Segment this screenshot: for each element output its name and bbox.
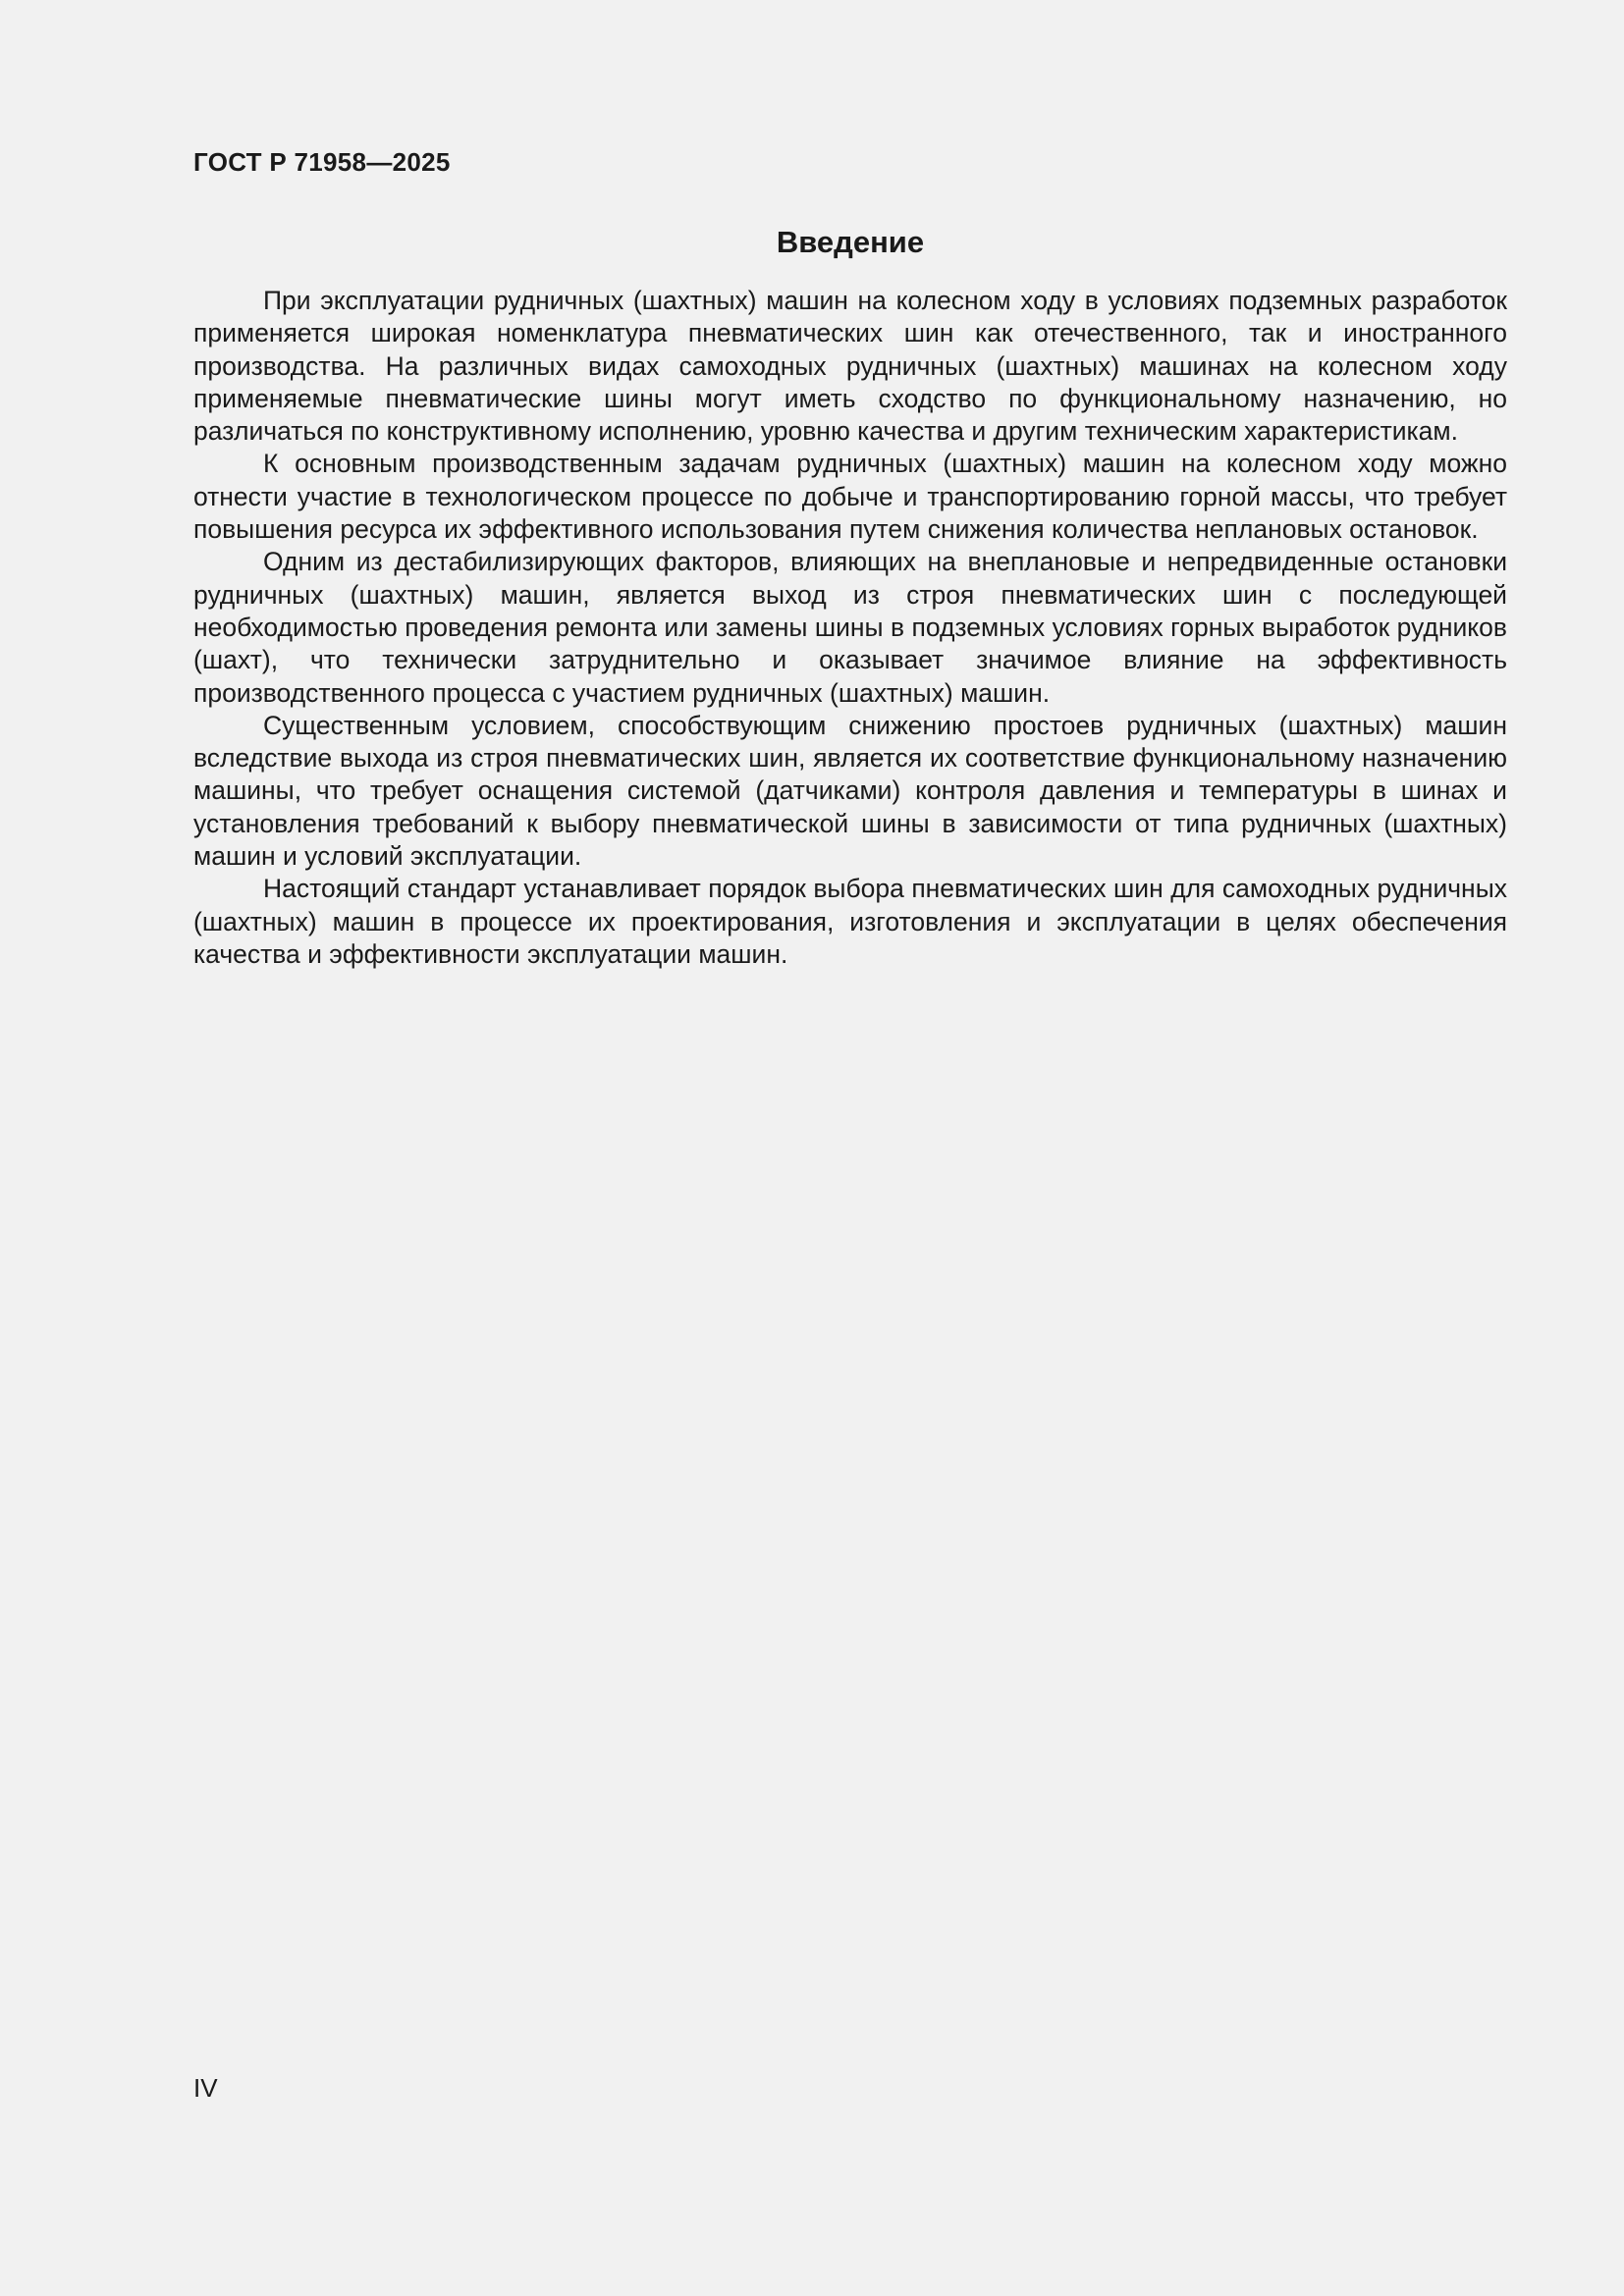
section-title: Введение [776, 225, 925, 259]
paragraph: Настоящий стандарт устанавливает порядок выбора пневматических шин для самоходных рудничных (шахтных) машин в процессе их проектирования, изготовления и эксплуатации в целях обеспечения качества и эффективности эксплуатации машин. [193, 874, 1507, 969]
document-header: ГОСТ Р 71958—2025 [193, 147, 451, 177]
paragraph: Существенным условием, способствующим снижению простоев рудничных (шахтных) машин вследствие выхода из строя пневматических шин, является их соответствие функциональному назначению машины, что требует оснащения системой (датчиками) контроля давления и температуры в шинах и установления требований к выбору пневматической шины в зависимости от типа рудничных (шахтных) машин и условий эксплуатации. [193, 710, 1507, 872]
paragraph: При эксплуатации рудничных (шахтных) машин на колесном ходу в условиях подземных разработок применяется широкая номенклатура пневматических шин как отечественного, так и иностранного производства. На различных видах самоходных рудничных (шахтных) машинах на колесном ходу применяемые пневматические шины могут иметь сходство по функциональному назначению, но различаться по конструктивному исполнению, уровню качества и другим техническим характеристикам. [193, 286, 1507, 447]
paragraph: К основным производственным задачам рудничных (шахтных) машин на колесном ходу можно отнести участие в технологическом процессе по добыче и транспортированию горной массы, что требует повышения ресурса их эффективного использования путем снижения количества неплановых остановок. [193, 449, 1507, 545]
body-text [193, 285, 1507, 971]
paragraph: Одним из дестабилизирующих факторов, влияющих на внеплановые и непредвиденные остановки рудничных (шахтных) машин, является выход из строя пневматических шин с последующей необходимостью проведения ремонта или замены шины в подземных условиях горных выработок рудников (шахт), что технически затруднительно и оказывает значимое влияние на эффективность производственного процесса с участием рудничных (шахтных) машин. [193, 547, 1507, 708]
page-number: IV [193, 2073, 218, 2103]
